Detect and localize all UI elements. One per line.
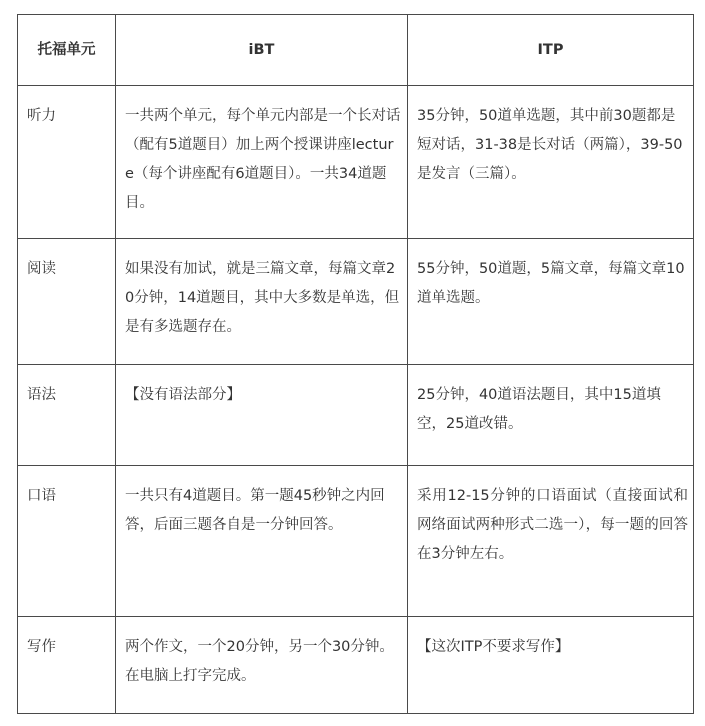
section-label: 听力 — [18, 86, 116, 239]
table-row-speaking — [18, 466, 694, 617]
ibt-cell: 两个作文，一个20分钟，另一个30分钟。在电脑上打字完成。 — [116, 617, 408, 714]
itp-cell: 55分钟，50道题，5篇文章，每篇文章10道单选题。 — [408, 239, 694, 365]
ibt-cell: 一共只有4道题目。第一题45秒钟之内回答，后面三题各自是一分钟回答。 — [116, 466, 408, 617]
section-label: 语法 — [18, 365, 116, 466]
ibt-cell: 如果没有加试，就是三篇文章，每篇文章20分钟，14道题目，其中大多数是单选，但是有多选题存在。 — [116, 239, 408, 365]
itp-cell: 25分钟，40道语法题目，其中15道填空，25道改错。 — [408, 365, 694, 466]
header-itp: ITP — [408, 15, 694, 86]
itp-cell: 采用12-15分钟的口语面试（直接面试和网络面试两种形式二选一），每一题的回答在3分钟左右。 — [408, 466, 694, 617]
table-row-grammar — [18, 365, 694, 466]
header-row — [18, 15, 694, 86]
section-label: 口语 — [18, 466, 116, 617]
header-section: 托福单元 — [18, 15, 116, 86]
itp-cell: 35分钟，50道单选题，其中前30题都是短对话，31-38是长对话（两篇），39-50是发言（三篇）。 — [408, 86, 694, 239]
toefl-comparison-table — [17, 14, 694, 714]
table-row-listening — [18, 86, 694, 239]
table-row-writing — [18, 617, 694, 714]
section-label: 阅读 — [18, 239, 116, 365]
table-row-reading — [18, 239, 694, 365]
itp-cell: 【这次ITP不要求写作】 — [408, 617, 694, 714]
ibt-cell: 一共两个单元，每个单元内部是一个长对话（配有5道题目）加上两个授课讲座lecture（每个讲座配有6道题目）。一共34道题目。 — [116, 86, 408, 239]
ibt-cell: 【没有语法部分】 — [116, 365, 408, 466]
header-ibt: iBT — [116, 15, 408, 86]
section-label: 写作 — [18, 617, 116, 714]
